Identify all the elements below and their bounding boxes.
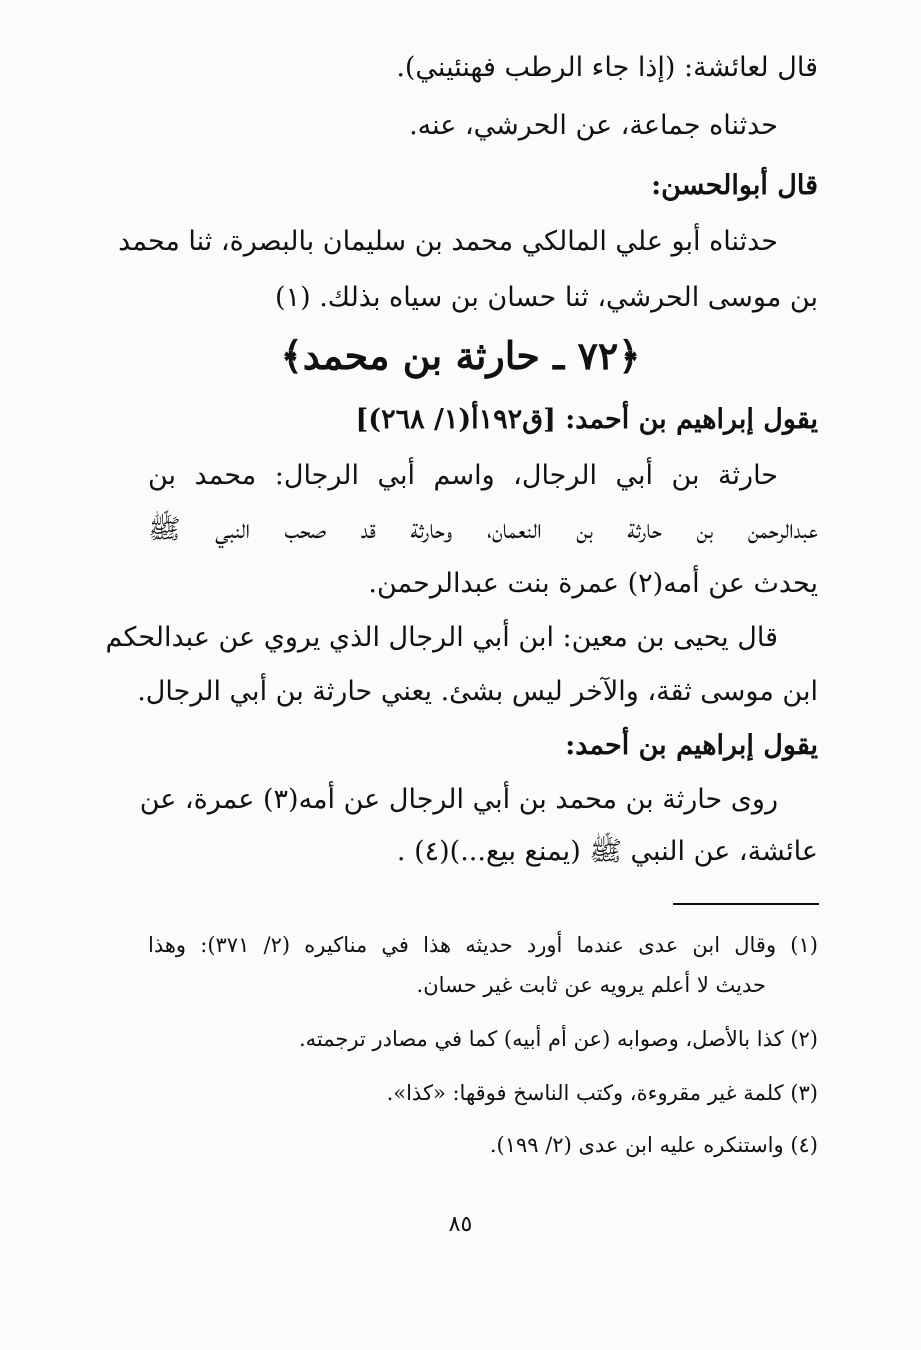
text-line: حدثناه جماعة، عن الحرشي، عنه. bbox=[409, 110, 778, 141]
entry-heading: ﴿٧٢ ـ حارثة بن محمد﴾ bbox=[280, 333, 641, 378]
text-line: يحدث عن أمه(٢) عمرة بنت عبدالرحمن. bbox=[368, 568, 818, 599]
text-line: حدثناه أبو علي المالكي محمد بن سليمان بالبصرة، ثنا محمد bbox=[118, 226, 778, 257]
section-label: قال أبوالحسن: bbox=[651, 170, 818, 201]
text-line: ابن موسى ثقة، والآخر ليس بشئ. يعني حارثة بن أبي الرجال. bbox=[137, 676, 818, 707]
footnote: حديث لا أعلم يرويه عن ثابت غير حسان. bbox=[416, 973, 766, 997]
footnote: (٣) كلمة غير مقروءة، وكتب الناسخ فوقها: «كذا». bbox=[386, 1081, 818, 1105]
text-line: حارثة بن أبي الرجال، واسم أبي الرجال: محمد بن bbox=[148, 460, 778, 491]
section-label: يقول إبراهيم بن أحمد: bbox=[565, 730, 818, 761]
page-number: ٨٥ bbox=[448, 1212, 473, 1237]
footnote: (٢) كذا بالأصل، وصوابه (عن أم أبيه) كما في مصادر ترجمته. bbox=[298, 1027, 818, 1051]
text-line: قال لعائشة: (إذا جاء الرطب فهنئيني). bbox=[396, 52, 818, 83]
footnote-divider bbox=[673, 903, 819, 905]
section-label: يقول إبراهيم بن أحمد: [ق١٩٢أ(١/ ٢٦٨)] bbox=[355, 404, 818, 435]
text-line: روى حارثة بن محمد بن أبي الرجال عن أمه(٣) عمرة، عن bbox=[139, 784, 778, 815]
text-line: عبدالرحمن بن حارثة بن النعمان، وحارثة قد صحب النبي ﷺ bbox=[148, 514, 818, 545]
text-line: قال يحيى بن معين: ابن أبي الرجال الذي يروي عن عبدالحكم bbox=[105, 622, 778, 653]
footnote: (٤) واستنكره عليه ابن عدى (٢/ ١٩٩). bbox=[489, 1133, 818, 1157]
text-line: عائشة، عن النبي ﷺ (يمنع بيع...)(٤) . bbox=[396, 836, 818, 867]
text-line: بن موسى الحرشي، ثنا حسان بن سياه بذلك. (١) bbox=[275, 282, 818, 313]
footnote: (١) وقال ابن عدى عندما أورد حديثه هذا في مناكيره (٢/ ٣٧١): وهذا bbox=[148, 933, 818, 957]
